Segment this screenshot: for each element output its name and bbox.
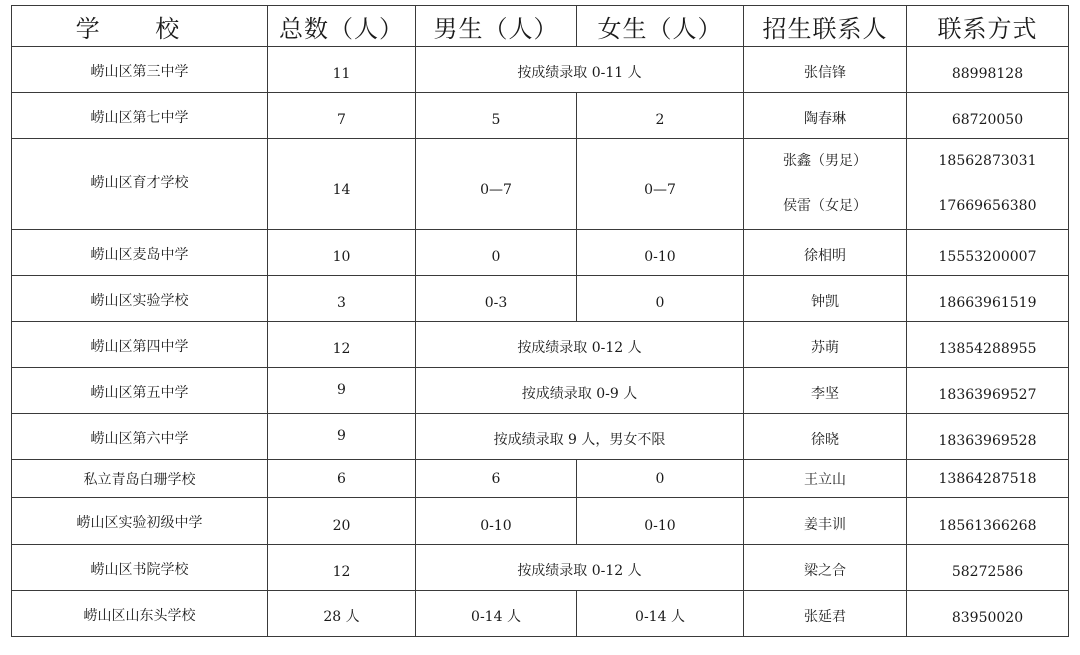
total-count: 12: [268, 545, 416, 591]
header-total: 总数（人）: [268, 6, 416, 47]
school-name: 崂山区第四中学: [12, 322, 268, 368]
table-row: [12, 414, 1069, 460]
male-count: 0-14 人: [416, 591, 577, 637]
male-count: 0: [416, 230, 577, 276]
school-name: 崂山区第六中学: [12, 414, 268, 460]
contact-phone: 18363969527: [907, 368, 1069, 414]
header-female: 女生（人）: [577, 6, 744, 47]
admission-rule: 按成绩录取 0-12 人: [416, 322, 744, 368]
school-name: 崂山区第七中学: [12, 93, 268, 139]
contact-phone: 13854288955: [907, 322, 1069, 368]
contact-phone: 18561366268: [907, 498, 1069, 545]
contact-person: 梁之合: [744, 545, 907, 591]
contact-person-female-team: 侯雷（女足）: [783, 198, 867, 214]
contact-person: 钟凯: [744, 276, 907, 322]
contact-phone: 15553200007: [907, 230, 1069, 276]
contact-phone: [907, 139, 1069, 230]
table-row: [12, 47, 1069, 93]
table-row: [12, 139, 1069, 230]
female-count: 0: [577, 276, 744, 322]
contact-person: 王立山: [744, 460, 907, 498]
school-name: 崂山区山东头学校: [12, 591, 268, 637]
contact-phone: 58272586: [907, 545, 1069, 591]
total-count: 14: [268, 139, 416, 230]
total-count: 6: [268, 460, 416, 498]
male-count: 5: [416, 93, 577, 139]
contact-person: 苏萌: [744, 322, 907, 368]
contact-phone: 68720050: [907, 93, 1069, 139]
admission-rule: 按成绩录取 0-11 人: [416, 47, 744, 93]
contact-phone: 88998128: [907, 47, 1069, 93]
table-row: [12, 545, 1069, 591]
male-count: 0-3: [416, 276, 577, 322]
contact-person: 徐晓: [744, 414, 907, 460]
contact-phone-male-team: 18562873031: [938, 153, 1037, 169]
contact-person: 徐相明: [744, 230, 907, 276]
table-row: [12, 498, 1069, 545]
table-row: [12, 230, 1069, 276]
school-name: 崂山区第五中学: [12, 368, 268, 414]
header-contact: 招生联系人: [744, 6, 907, 47]
female-count: 2: [577, 93, 744, 139]
school-name: 崂山区实验学校: [12, 276, 268, 322]
admission-rule: 按成绩录取 0-9 人: [416, 368, 744, 414]
school-name: 崂山区育才学校: [12, 139, 268, 230]
contact-person: [744, 139, 907, 230]
female-count: 0-14 人: [577, 591, 744, 637]
table-row: [12, 276, 1069, 322]
school-name: 崂山区书院学校: [12, 545, 268, 591]
female-count: 0—7: [577, 139, 744, 230]
header-school: 学 校: [12, 6, 268, 47]
female-count: 0: [577, 460, 744, 498]
header-row: [12, 6, 1069, 47]
total-count: 28 人: [268, 591, 416, 637]
total-count: 20: [268, 498, 416, 545]
admission-rule: 按成绩录取 9 人，男女不限: [416, 414, 744, 460]
school-name: 私立青岛白珊学校: [12, 460, 268, 498]
table-row: [12, 460, 1069, 498]
contact-phone: 83950020: [907, 591, 1069, 637]
header-male: 男生（人）: [416, 6, 577, 47]
school-name: 崂山区第三中学: [12, 47, 268, 93]
total-count: 9: [268, 368, 416, 414]
contact-phone: 18663961519: [907, 276, 1069, 322]
contact-person-male-team: 张鑫（男足）: [783, 153, 867, 169]
contact-person: 陶春琳: [744, 93, 907, 139]
contact-phone-female-team: 17669656380: [938, 198, 1037, 214]
total-count: 9: [268, 414, 416, 460]
male-count: 0-10: [416, 498, 577, 545]
table-row: [12, 368, 1069, 414]
contact-person: 张延君: [744, 591, 907, 637]
table-row: [12, 93, 1069, 139]
total-count: 3: [268, 276, 416, 322]
contact-person: 李坚: [744, 368, 907, 414]
school-name: 崂山区麦岛中学: [12, 230, 268, 276]
contact-person: 张信锋: [744, 47, 907, 93]
total-count: 10: [268, 230, 416, 276]
admission-rule: 按成绩录取 0-12 人: [416, 545, 744, 591]
male-count: 0—7: [416, 139, 577, 230]
school-name: 崂山区实验初级中学: [12, 498, 268, 545]
enrollment-table: [11, 5, 1069, 637]
contact-phone: 13864287518: [907, 460, 1069, 498]
table-row: [12, 322, 1069, 368]
header-phone: 联系方式: [907, 6, 1069, 47]
female-count: 0-10: [577, 230, 744, 276]
table-row: [12, 591, 1069, 637]
male-count: 6: [416, 460, 577, 498]
total-count: 7: [268, 93, 416, 139]
contact-person: 姜丰训: [744, 498, 907, 545]
female-count: 0-10: [577, 498, 744, 545]
total-count: 12: [268, 322, 416, 368]
contact-phone: 18363969528: [907, 414, 1069, 460]
total-count: 11: [268, 47, 416, 93]
